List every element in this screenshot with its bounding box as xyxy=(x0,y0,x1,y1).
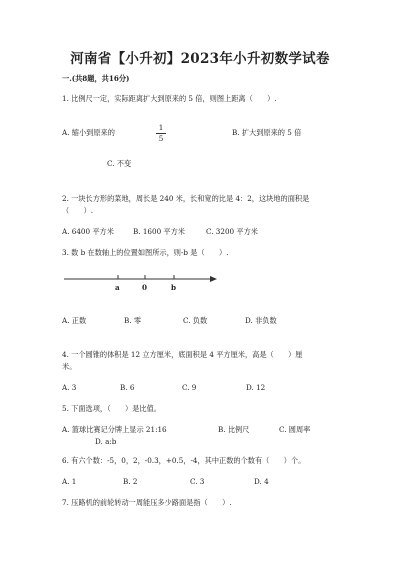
number-line-label-a: a xyxy=(115,283,120,292)
question-4-line-1: 4. 一个圆锥的体积是 12 立方厘米，底面积是 4 平方厘米，高是（ ）厘 xyxy=(62,350,303,359)
q2-option-a: A. 6400 平方米 xyxy=(62,227,114,236)
q5-option-d: D. a:b xyxy=(95,437,117,446)
question-7: 7. 压路机的前轮转动一周能压多少路面是指（ ）. xyxy=(62,498,232,507)
page-title: 河南省【小升初】2023年小升初数学试卷 xyxy=(70,51,330,67)
q4-option-c: C. 9 xyxy=(182,383,197,392)
question-2-line-1: 2. 一块长方形的菜地，周长是 240 米，长和宽的比是 4：2，这块地的面积是 xyxy=(62,194,310,203)
q5-option-a: A. 篮球比赛记分牌上显示 21:16 xyxy=(62,425,167,434)
q3-option-a: A. 正数 xyxy=(62,316,87,325)
question-1: 1. 比例尺一定，实际距离扩大到原来的 5 倍，则图上距离（ ）. xyxy=(62,94,277,103)
q6-option-c: C. 3 xyxy=(190,477,205,486)
q4-option-b: B. 6 xyxy=(120,383,135,392)
q4-option-d: D. 12 xyxy=(246,383,266,392)
question-5: 5. 下面选项，（ ）是比值。 xyxy=(62,404,161,413)
question-6: 6. 有六个数：-5，0，2，-0.3，+0.5，-4，其中正数的个数有（ ）个。 xyxy=(62,456,306,465)
q1-option-c: C. 不变 xyxy=(107,159,132,168)
q2-option-b: B. 1600 平方米 xyxy=(133,227,185,236)
q1-option-a: A. 缩小到原来的 xyxy=(62,128,115,137)
number-line-label-b: b xyxy=(171,283,177,292)
q6-option-a: A. 1 xyxy=(62,477,77,486)
q4-option-a: A. 3 xyxy=(62,383,77,392)
number-line-label-zero: 0 xyxy=(142,283,148,292)
q3-option-d: D. 非负数 xyxy=(245,316,277,325)
q5-option-b: B. 比例尺 xyxy=(218,425,250,434)
question-3: 3. 数 b 在数轴上的位置如图所示，则-b 是（ ）. xyxy=(62,248,229,257)
question-4-line-2: 米。 xyxy=(62,362,77,371)
section-header: 一.(共8题，共16分) xyxy=(62,74,130,83)
q6-option-d: D. 4 xyxy=(254,477,269,486)
q5-option-c: C. 圆周率 xyxy=(279,425,311,434)
q1-option-b: B. 扩大到原来的 5 倍 xyxy=(232,128,302,137)
question-2-line-2: （ ）. xyxy=(62,206,94,215)
q3-option-b: B. 零 xyxy=(124,316,142,325)
q6-option-b: B. 2 xyxy=(123,477,138,486)
q1-fraction: 1 5 xyxy=(156,124,166,143)
q2-option-c: C. 3200 平方米 xyxy=(206,227,258,236)
q3-option-c: C. 负数 xyxy=(183,316,208,325)
